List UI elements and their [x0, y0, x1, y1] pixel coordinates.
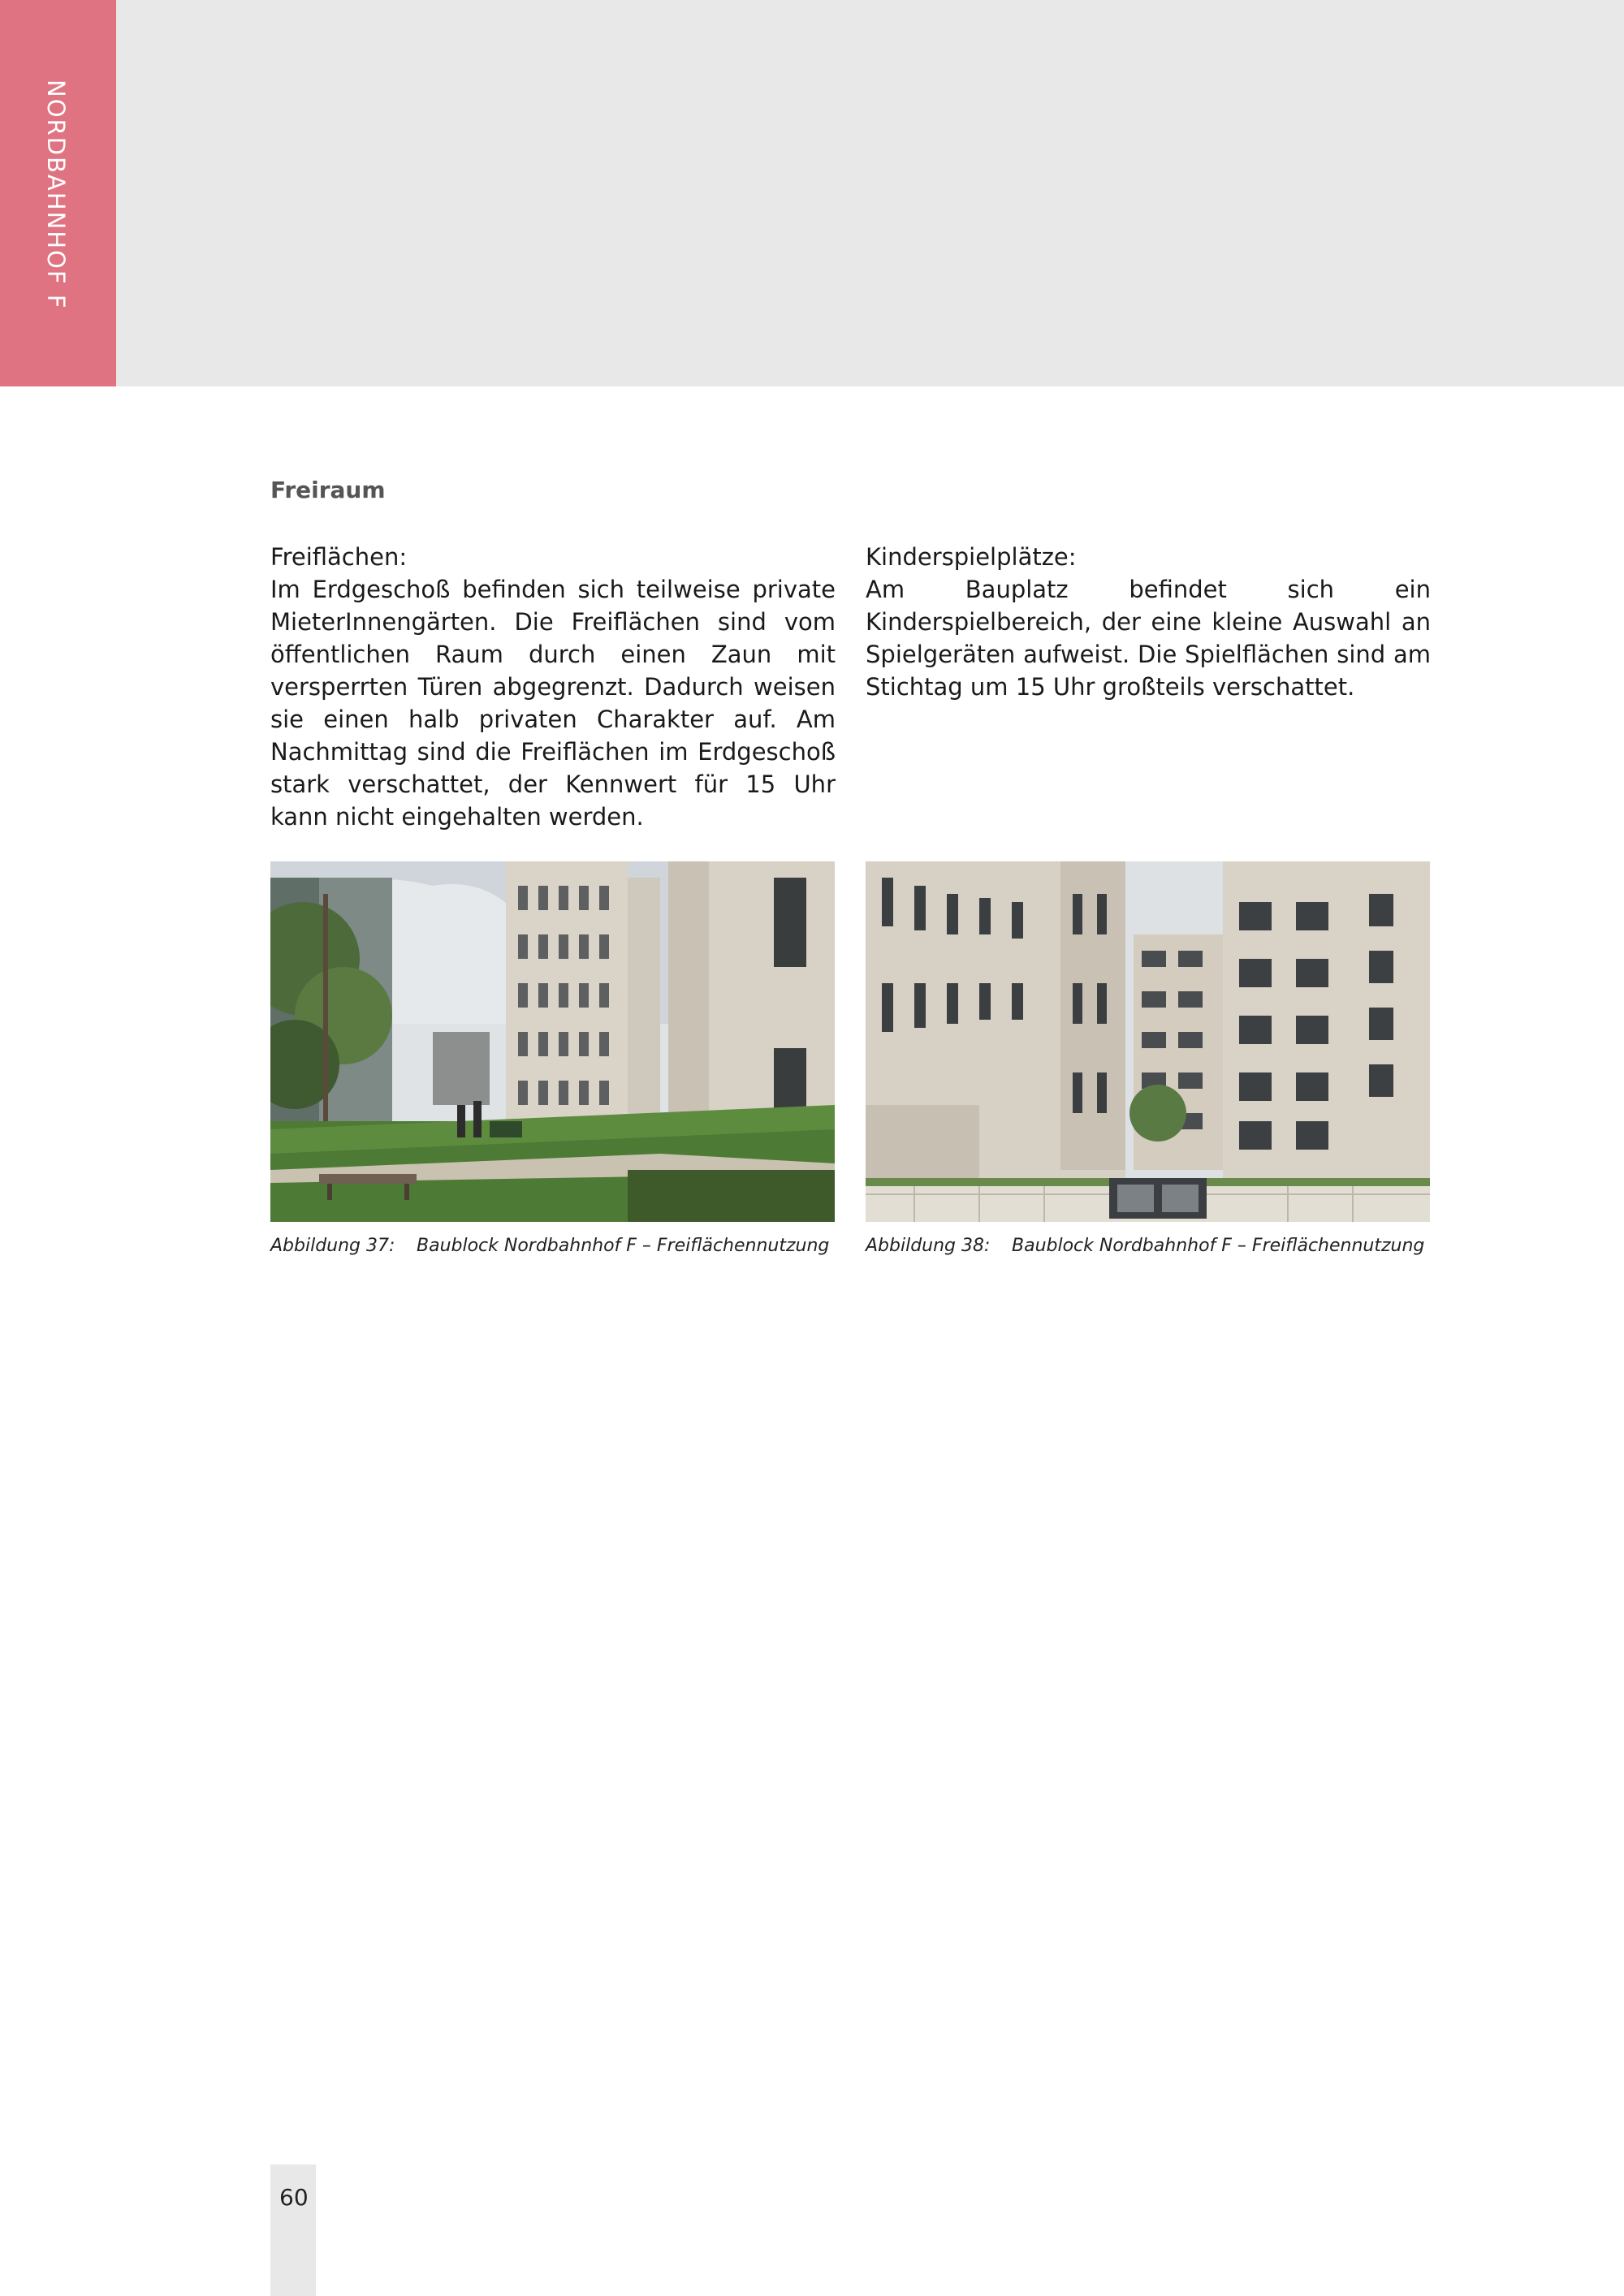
column-title: Kinderspielplätze:: [866, 543, 1077, 571]
figure-caption: [866, 1236, 1424, 1256]
text-column-left: [270, 541, 836, 833]
figure-label: Abbildung 38:: [866, 1236, 991, 1256]
section-heading: Freiraum: [270, 477, 386, 503]
column-body: Im Erdgeschoß befinden sich teilweise private MieterInnengärten. Die Freiflächen sind vom öffentlichen Raum durch einen Zaun mit versperrten Türen abgegrenzt. Dadurch weisen sie einen halb privaten Charakter auf. Am Nachmittag sind die Freiflächen im Erdgeschoß stark verschattet, der Kennwert für 15 Uhr kann nicht eingehalten werden.: [270, 576, 836, 831]
figure-caption-text: Baublock Nordbahnhof F – Freiflächennutzung: [1012, 1236, 1425, 1256]
figure-photo-playground: [866, 861, 1430, 1222]
figure-photo-courtyard: [270, 861, 835, 1222]
chapter-tab-label: NORDBAHNHOF F: [42, 80, 70, 310]
text-column-right: [866, 541, 1431, 703]
column-title: Freiflächen:: [270, 543, 408, 571]
figure-caption-text: Baublock Nordbahnhof F – Freiflächennutzung: [417, 1236, 830, 1256]
chapter-tab: [0, 0, 116, 386]
page-number: 60: [279, 2184, 309, 2211]
figure-caption: [270, 1236, 829, 1256]
header-band: [0, 0, 1624, 386]
figure-label: Abbildung 37:: [270, 1236, 395, 1256]
column-body: Am Bauplatz befindet sich ein Kinderspielbereich, der eine kleine Auswahl an Spielgeräten aufweist. Die Spielflächen sind am Stichtag um 15 Uhr großteils verschattet.: [866, 576, 1431, 701]
